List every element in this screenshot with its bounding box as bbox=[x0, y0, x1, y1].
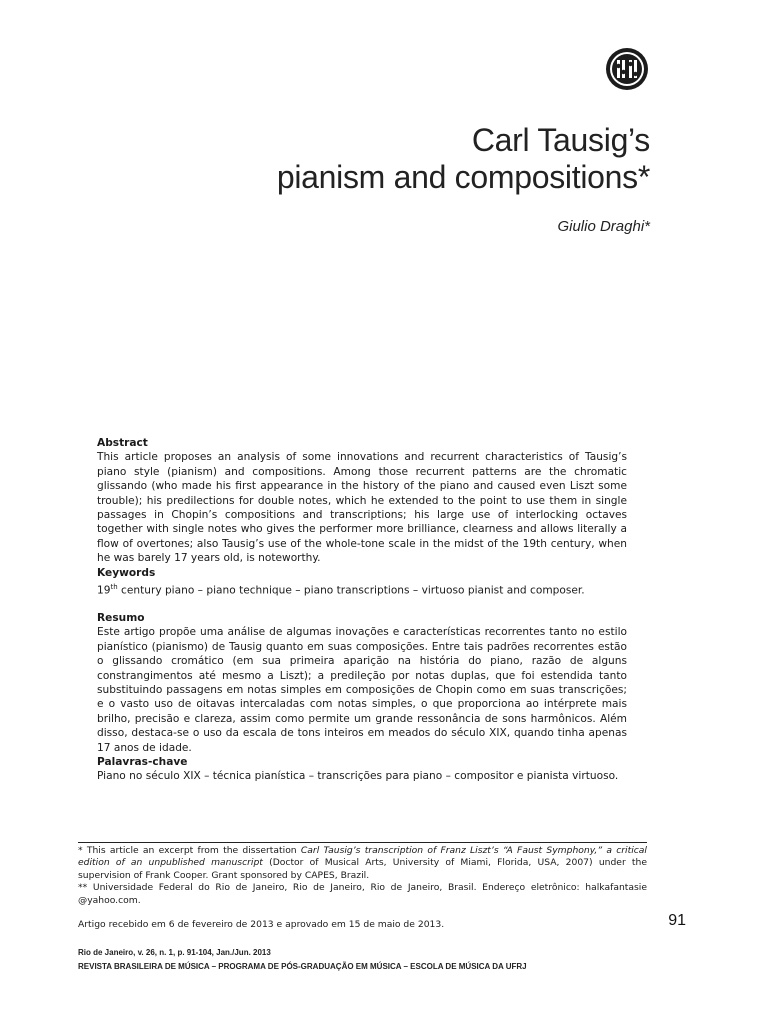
title-line-1: Carl Tausig’s bbox=[471, 122, 650, 158]
author-name: Giulio Draghi* bbox=[557, 218, 650, 235]
page-number: 91 bbox=[668, 912, 686, 929]
journal-citation: Rio de Janeiro, v. 26, n. 1, p. 91-104, Jan./Jun. 2013 bbox=[78, 948, 271, 957]
resumo-heading: Resumo bbox=[97, 612, 145, 624]
palavras-chave-text: Piano no século XIX – técnica pianística – transcrições para piano – compositor e pianista virtuoso. bbox=[97, 770, 619, 783]
palavras-chave-heading: Palavras-chave bbox=[97, 756, 188, 769]
journal-name: REVISTA BRASILEIRA DE MÚSICA – PROGRAMA DE PÓS-GRADUAÇÃO EM MÚSICA – ESCOLA DE MÚSICA DA UFRJ bbox=[78, 962, 527, 971]
journal-seal-icon bbox=[605, 47, 649, 91]
footnote-1-prefix: * This article an excerpt from the dissertation bbox=[78, 845, 301, 856]
keywords-heading: Keywords bbox=[97, 566, 156, 579]
journal-info bbox=[78, 946, 527, 974]
received-date: Artigo recebido em 6 de fevereiro de 2013 e aprovado em 15 de maio de 2013. bbox=[78, 919, 445, 930]
keywords-rest: century piano – piano technique – piano transcriptions – virtuoso pianist and composer. bbox=[117, 584, 585, 597]
article-title bbox=[277, 122, 650, 196]
footnote-1 bbox=[78, 845, 647, 882]
title-line-2: pianism and compositions* bbox=[276, 159, 650, 195]
footnote-divider bbox=[78, 842, 647, 843]
abstract-section bbox=[97, 436, 627, 784]
keywords-text bbox=[97, 580, 627, 598]
footnote-1-title: Carl Tausig’s transcription of Franz Liszt’s “A Faust Symphony,” a critical edition of an unpublished manuscript bbox=[78, 845, 647, 869]
footnotes bbox=[78, 845, 647, 907]
keywords-superscript: th bbox=[110, 583, 118, 592]
abstract-heading: Abstract bbox=[97, 437, 148, 449]
footnote-1-suffix: (Doctor of Musical Arts, University of Miami, Florida, USA, 2007) under the supervision of Frank Cooper. Grant sponsored by CAPES, Brazil. bbox=[78, 857, 648, 881]
footnote-2: ** Universidade Federal do Rio de Janeiro, Rio de Janeiro, Rio de Janeiro, Brasil. Endereço eletrônico: halkafantasie @yahoo.com. bbox=[78, 882, 647, 906]
abstract-text: This article proposes an analysis of some innovations and recurrent characteristics of Tausig’s piano style (pianism) and compositions. Among those recurrent patterns are the chromatic glissando (who made his first appearance in the history of the piano and caused even Liszt some trouble); his predilections for double notes, which he extended to the point to use them in single passages in Chopin’s compositions and transcriptions; his large use of interlocking octaves together with single notes who gives the performer more brilliance, clearness and allows literally a flow of overtones; also Tausig’s use of the whole-tone scale in the midst of the 19th century, when he was barely 17 years old, is noteworthy. bbox=[97, 451, 627, 565]
keywords-number: 19 bbox=[97, 584, 111, 597]
resumo-text: Este artigo propõe uma análise de algumas inovações e características recorrentes tanto no estilo pianístico (pianismo) de Tausig quanto em suas composições. Entre tais padrões recorrentes estão o glissando cromático (em sua primeira aparição na história do piano, razão de alguns constrangimentos até mesmo a Liszt); a predileção por notas duplas, que foi estendida tanto substituindo passagens em notas simples em composições de Chopin como em suas transcrições; e o vasto uso de oitavas intercaladas com notas simples, o que proporciona ao intérprete mais brilho, precisão e clareza, assim como permite um grande ressonância de sons harmônicos. Além disso, destaca-se o uso da escala de tons inteiros em meados do século XIX, quando tinha apenas 17 anos de idade. bbox=[97, 626, 627, 754]
